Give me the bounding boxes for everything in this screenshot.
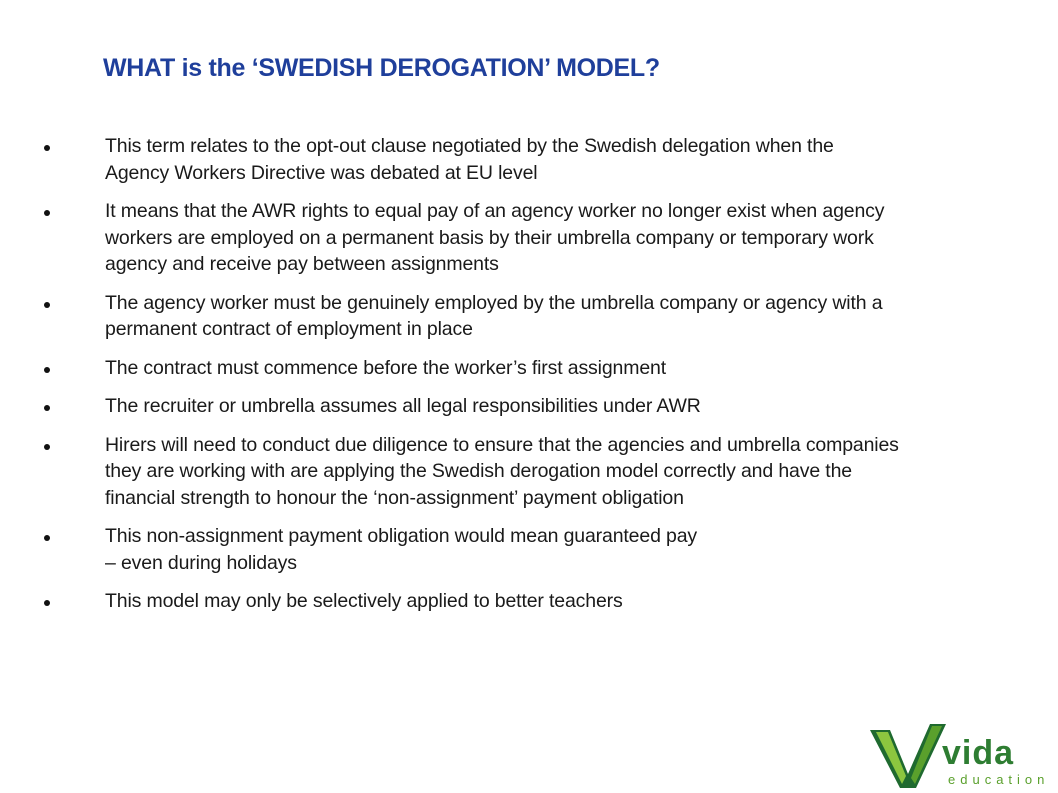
bullet-text (105, 290, 1030, 343)
bullet-dot-icon (44, 600, 50, 606)
slide-title: WHAT is the ‘SWEDISH DEROGATION’ MODEL? (103, 54, 660, 82)
bullet-line: This model may only be selectively applied to better teachers (105, 590, 623, 612)
bullet-item (40, 393, 1030, 420)
bullet-line: The contract must commence before the worker’s first assignment (105, 356, 666, 379)
bullet-dot-icon (44, 405, 50, 411)
bullet-line: financial strength to honour the ‘non-assignment’ payment obligation (105, 486, 684, 509)
bullet-line: The agency worker must be genuinely employed by the umbrella company or agency with a (105, 291, 883, 314)
bullet-line: It means that the AWR rights to equal pay of an agency worker no longer exist when agency (105, 200, 885, 222)
logo-word: vida (942, 734, 1015, 772)
bullet-line: agency and receive pay between assignments (105, 253, 499, 275)
bullet-text (105, 432, 1030, 512)
bullet-text (105, 133, 1030, 186)
bullet-dot-icon (44, 210, 50, 216)
bullet-line: The recruiter or umbrella assumes all legal responsibilities under AWR (105, 395, 701, 417)
bullet-dot-icon (44, 367, 50, 373)
bullet-item (40, 523, 1030, 576)
bullet-text (105, 355, 1030, 382)
bullet-item (40, 290, 1030, 343)
bullet-text (105, 588, 1030, 615)
bullet-text (105, 393, 1030, 420)
bullet-item (40, 198, 1030, 278)
bullet-line: – even during holidays (105, 551, 297, 574)
vida-education-logo (868, 718, 1058, 793)
bullet-item (40, 588, 1030, 615)
bullet-line: Hirers will need to conduct due diligence to ensure that the agencies and umbrella companies (105, 433, 899, 456)
logo-v-highlight-icon (876, 732, 906, 784)
bullet-item (40, 355, 1030, 382)
bullet-dot-icon (44, 535, 50, 541)
bullet-text (105, 523, 1030, 576)
bullet-line: Agency Workers Directive was debated at EU level (105, 161, 538, 184)
bullet-item (40, 133, 1030, 186)
bullet-dot-icon (44, 302, 50, 308)
bullet-dot-icon (44, 145, 50, 151)
bullet-line: This term relates to the opt-out clause negotiated by the Swedish delegation when the (105, 135, 834, 157)
bullet-text (105, 198, 1030, 278)
bullet-list (40, 133, 1030, 627)
bullet-line: permanent contract of employment in place (105, 318, 473, 340)
bullet-line: workers are employed on a permanent basis by their umbrella company or temporary work (105, 226, 874, 249)
bullet-item (40, 432, 1030, 512)
bullet-line: they are working with are applying the Swedish derogation model correctly and have the (105, 460, 852, 482)
logo-subword: education (948, 772, 1050, 787)
bullet-dot-icon (44, 444, 50, 450)
bullet-line: This non-assignment payment obligation would mean guaranteed pay (105, 525, 698, 547)
